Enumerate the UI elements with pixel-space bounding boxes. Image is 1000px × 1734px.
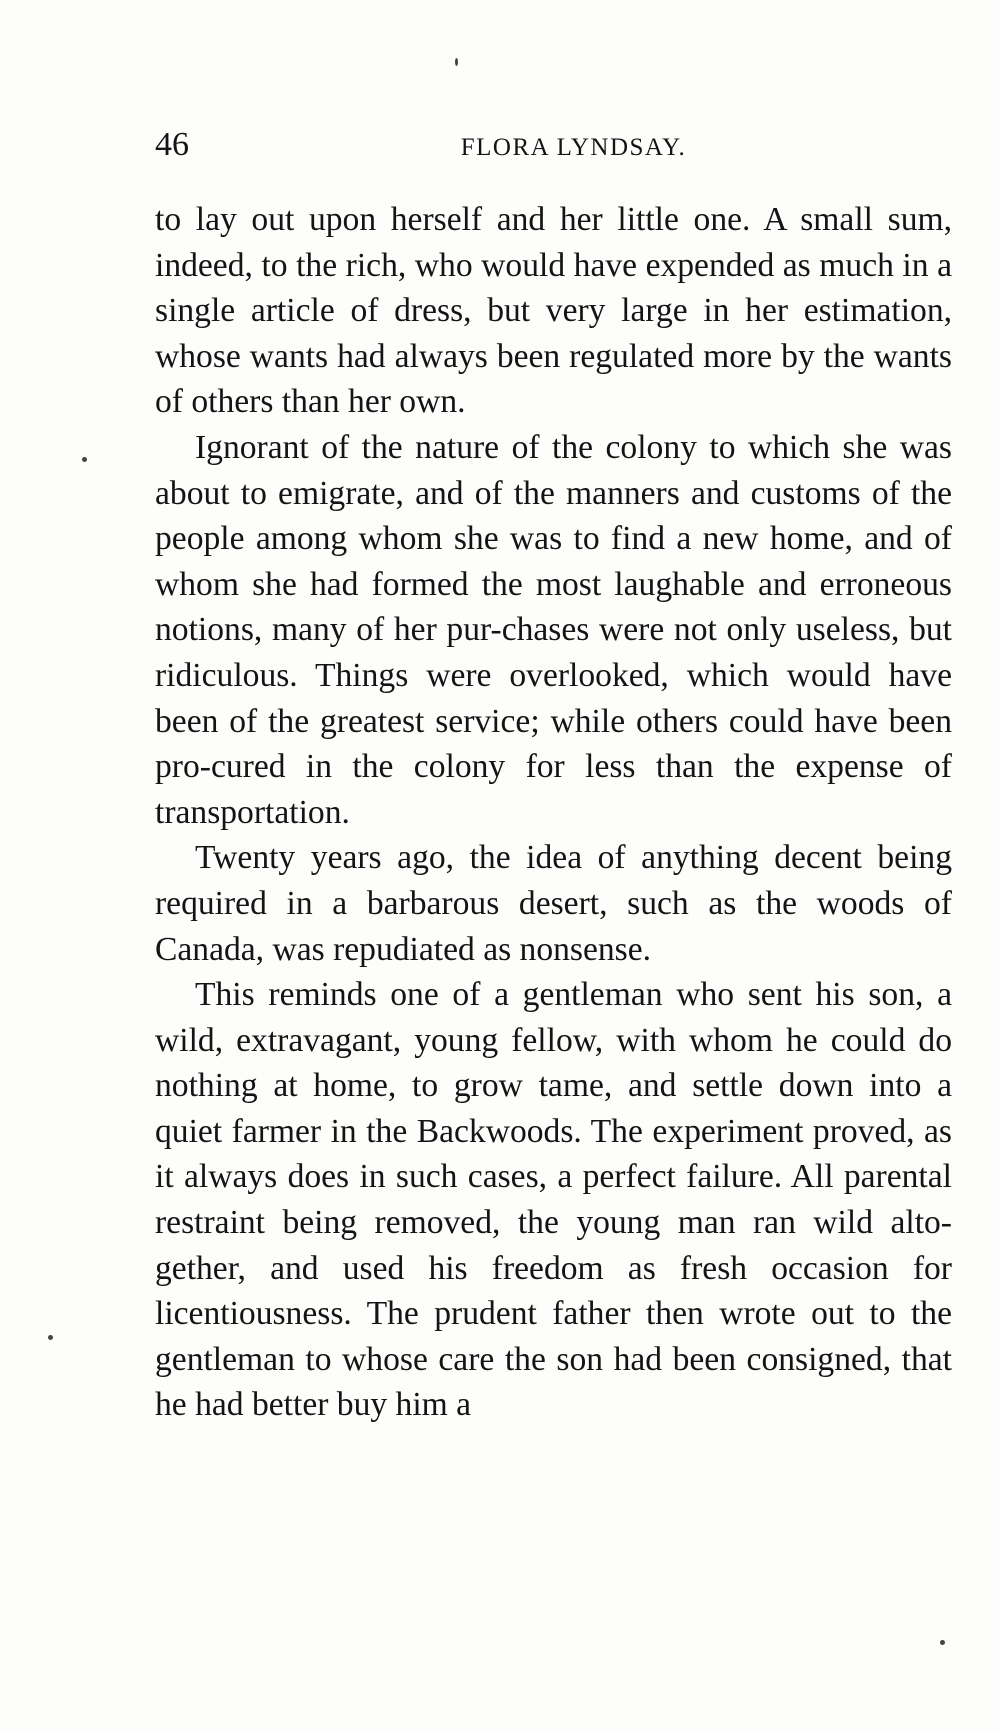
running-title: FLORA LYNDSAY. [460,134,687,161]
print-speck [940,1640,945,1645]
paragraph: Twenty years ago, the idea of anything decent being required in a barbarous desert, such as the woods of Canada, was repudiated as nonsense. [155,839,952,968]
print-speck [48,1335,53,1340]
page-number: 46 [155,126,189,163]
body-text [155,197,952,1428]
paragraph: to lay out upon herself and her little one. A small sum, indeed, to the rich, who would have expended as much in a single article of dress, but very large in her estimation, whose wants had always been regulated more by the wants of others than her own. [155,201,952,421]
paragraph: This reminds one of a gentleman who sent his son, a wild, extravagant, young fellow, with whom he could do nothing at home, to grow tame, and settle down into a quiet farmer in the Backwoods. The experiment proved, as it always does in such cases, a perfect failure. All parental restraint being removed, the young man ran wild alto-gether, and used his freedom as fresh occasion for licentiousness. The prudent father then wrote out to the gentleman to whose care the son had been consigned, that he had better buy him a [155,976,952,1424]
print-speck [82,457,87,462]
print-speck [455,58,458,66]
running-head [155,126,952,176]
paragraph: Ignorant of the nature of the colony to which she was about to emigrate, and of the manners and customs of the people among whom she was to find a new home, and of whom she had formed the most laughable and erroneous notions, many of her pur-chases were not only useless, but ridiculous. Things were overlooked, which would have been of the greatest service; while others could have been pro-cured in the colony for less than the expense of transportation. [155,428,952,831]
